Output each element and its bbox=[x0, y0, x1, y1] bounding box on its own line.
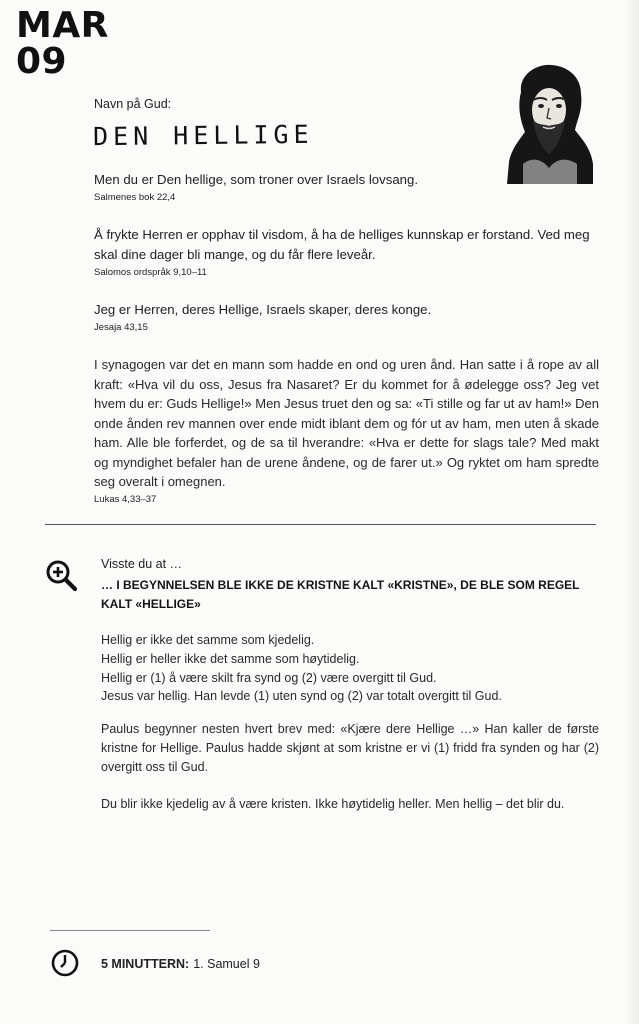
magnifier-plus-icon bbox=[44, 558, 78, 592]
holiness-lines bbox=[101, 631, 601, 706]
date-month: MAR bbox=[16, 5, 109, 46]
clock-icon bbox=[50, 948, 80, 978]
did-you-know-label: Visste du at … bbox=[101, 557, 183, 571]
footer-label: 5 MINUTTERN: bbox=[101, 957, 190, 971]
section-divider bbox=[45, 524, 596, 525]
name-label: Navn på Gud: bbox=[94, 97, 172, 111]
list-item: Hellig er ikke det samme som kjedelig. bbox=[101, 633, 315, 647]
name-of-god-heading: DEN HELLIGE bbox=[92, 119, 314, 152]
verse-text: Å frykte Herren er opphav til visdom, å ha de helliges kunnskap er forstand. Ved meg skal dine dager bli mange, og du får flere leveår. bbox=[94, 227, 590, 262]
list-item: Hellig er (1) å være skilt fra synd og (2) være overgitt til Gud. bbox=[101, 670, 437, 685]
footer-reading-ref: 1. Samuel 9 bbox=[193, 957, 260, 971]
verse-ref: Jesaja 43,15 bbox=[94, 322, 148, 333]
verse-ref: Salmenes bok 22,4 bbox=[94, 192, 176, 203]
page-edge bbox=[625, 0, 639, 1024]
date-day: 09 bbox=[16, 41, 68, 82]
verse-ref: Salomos ordspråk 9,10–11 bbox=[94, 267, 207, 278]
verse-text: I synagogen var det en mann som hadde en ond og uren ånd. Han satte i å rope av all kraft: «Hva vil du oss, Jesus fra Nasaret? Er du kommet for å ødelegge oss? Jeg vet hvem du er: Guds Hellige!» Men Jesus truet den og sa: «Ti stille og far ut av ham!» Den onde ånden rev mannen over ende midt iblant dem og fór ut av ham, men uten å skade ham. Alle ble forferdet, og de sa til hverandre: «Hva er dette for slags tale? Med makt og myndighet befaler han de urene åndene, og de farer ut.» Og ryktet om ham spredte seg overalt i omegnen. bbox=[94, 357, 599, 489]
list-item: Hellig er heller ikke det samme som høytidelig. bbox=[101, 651, 360, 666]
jesus-portrait-icon bbox=[503, 64, 595, 184]
verse-text: Jeg er Herren, deres Hellige, Israels skaper, deres konge. bbox=[94, 302, 432, 317]
list-item: Jesus var hellig. Han levde (1) uten synd og (2) var totalt overgitt til Gud. bbox=[101, 689, 502, 704]
verse-3 bbox=[94, 300, 604, 336]
did-you-know-heading: … I BEGYNNELSEN BLE IKKE DE KRISTNE KALT «KRISTNE», DE BLE SOM REGEL KALT «HELLIGE» bbox=[101, 578, 580, 611]
footer-reading bbox=[101, 957, 260, 971]
verse-1 bbox=[94, 170, 604, 206]
footer-rule bbox=[50, 930, 210, 931]
verse-4 bbox=[94, 355, 599, 508]
verse-ref: Lukas 4,33–37 bbox=[94, 493, 157, 505]
verse-2 bbox=[94, 225, 604, 281]
date-block bbox=[16, 5, 109, 82]
verse-text: Men du er Den hellige, som troner over Israels lovsang. bbox=[94, 172, 418, 187]
closing-paragraph: Du blir ikke kjedelig av å være kristen. Ikke høytidelig heller. Men hellig – det blir du. bbox=[101, 797, 565, 811]
paulus-paragraph: Paulus begynner nesten hvert brev med: «Kjære dere Hellige …» Han kaller de første kristne for Hellige. Paulus hadde skjønt at som kristne er vi (1) fridd fra synden og har (2) overgitt oss til Gud. bbox=[101, 722, 599, 774]
